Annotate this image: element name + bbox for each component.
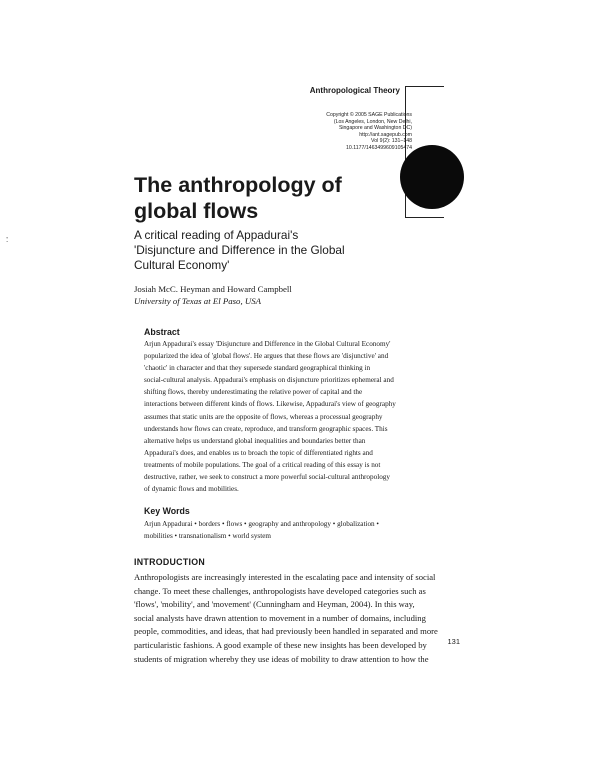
- abstract-line: Arjun Appadurai's essay 'Disjuncture and Difference in the Global Cultural Economy': [144, 340, 391, 348]
- abstract-line: assumes that static units are the opposite of flows, whereas a processual geography: [144, 412, 383, 421]
- copyright-line: Vol 9(2): 131–148: [371, 138, 412, 145]
- introduction-text: [134, 571, 456, 666]
- abstract-line: shifting flows, thereby underestimating the relative power of capital and the: [144, 388, 363, 397]
- article-title: [134, 172, 434, 224]
- body-line: particularistic fashions. A good example of these new insights has been developed by: [134, 639, 427, 650]
- affiliation: University of Texas at El Paso, USA: [134, 296, 261, 306]
- page-number: 131: [447, 637, 460, 646]
- authors: Josiah McC. Heyman and Howard Campbell: [134, 284, 292, 294]
- author-block: [134, 283, 454, 307]
- body-line: social analysts have drawn attention to movement in a number of domains, including: [134, 612, 426, 623]
- copyright-line: 10.1177/1463499609105474: [346, 144, 412, 151]
- abstract-line: popularized the idea of 'global flows'. He argues that these flows are 'disjunctive' and: [144, 352, 389, 361]
- body-line: students of migration whereby they use ideas of mobility to draw attention to how the: [134, 653, 429, 664]
- abstract-line: 'chaotic' in character and that they supersede standard geographical thinking in: [144, 364, 371, 373]
- copyright-line: (Los Angeles, London, New Delhi,: [333, 118, 412, 125]
- abstract-line: understands how flows can create, reproduce, and transform geographic spaces. This: [144, 424, 388, 433]
- subtitle-line: 'Disjuncture and Difference in the Global: [134, 243, 345, 257]
- abstract-line: of dynamic flows and mobilities.: [144, 485, 239, 494]
- abstract-line: destructive, rather, we seek to construct a more powerful social-cultural anthropology: [144, 473, 390, 482]
- body-line: Anthropologists are increasingly interested in the escalating pace and intensity of social: [134, 572, 436, 582]
- copyright-line: Singapore and Washington DC): [338, 125, 412, 132]
- copyright-line: Copyright © 2005 SAGE Publications: [326, 112, 412, 118]
- abstract-line: Appadurai's does, and enables us to broach the topic of differentiated rights and: [144, 448, 373, 457]
- keywords-text: [144, 518, 444, 542]
- introduction-heading: INTRODUCTION: [134, 557, 206, 567]
- abstract-line: treatments of mobile populations. The goal of a critical reading of this essay is not: [144, 460, 381, 469]
- body-line: 'flows', 'mobility', and 'movement' (Cunningham and Heyman, 2004). In this way,: [134, 599, 415, 610]
- keywords-line: Arjun Appadurai • borders • flows • geography and anthropology • globalization •: [144, 520, 379, 528]
- abstract-text: [144, 338, 444, 495]
- keywords-heading: Key Words: [144, 506, 190, 516]
- title-line: global flows: [134, 199, 259, 223]
- abstract-heading: Abstract: [144, 327, 180, 337]
- abstract-line: interactions between different kinds of flows. Likewise, Appadurai's view of geography: [144, 400, 396, 409]
- abstract-line: alternative helps us understand global inequalities and boundaries better than: [144, 436, 366, 445]
- copyright-block: [262, 112, 412, 152]
- abstract-line: social-cultural analysis. Appadurai's emphasis on disjuncture prioritizes ephemeral and: [144, 376, 394, 385]
- title-line: The anthropology of: [134, 173, 342, 197]
- copyright-line: http://ant.sagepub.com: [359, 131, 412, 138]
- body-line: people, commodities, and ideas, that had previously been handled in separated and more: [134, 626, 438, 637]
- margin-marks: . :: [6, 231, 9, 244]
- body-line: change. To meet these challenges, anthropologists have developed categories such as: [134, 585, 426, 596]
- journal-name: Anthropological Theory: [309, 86, 400, 95]
- subtitle-line: Cultural Economy': [134, 258, 230, 272]
- subtitle-line: A critical reading of Appadurai's: [134, 228, 299, 242]
- article-subtitle: [134, 228, 434, 273]
- keywords-line: mobilities • transnationalism • world system: [144, 532, 272, 540]
